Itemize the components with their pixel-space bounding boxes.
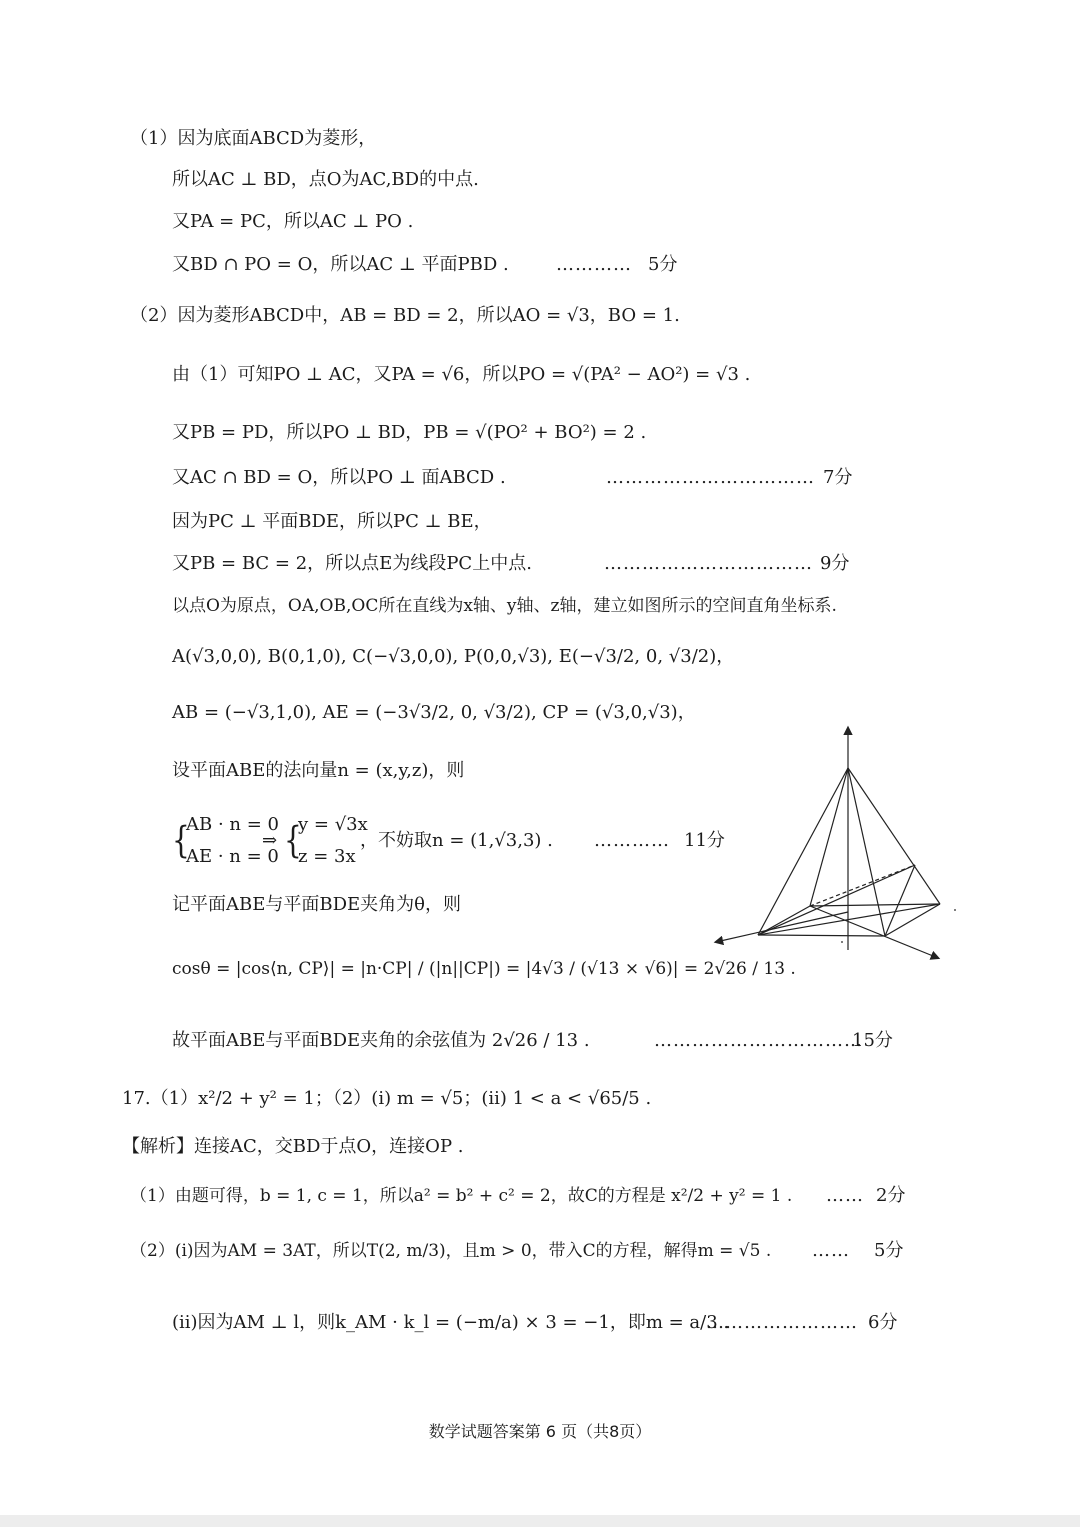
score-dots: …… — [812, 1240, 850, 1261]
implies-arrow: ⇒ — [262, 830, 278, 851]
line-ac-perp-bd: 所以AC ⊥ BD，点O为AC,BD的中点. — [172, 169, 479, 190]
score-mark: 15分 — [852, 1030, 893, 1051]
score-mark: 11分 — [684, 830, 725, 851]
line-vectors: AB = (−√3,1,0), AE = (−3√3/2, 0, √3/2), CP = (√3,0,√3)， — [172, 702, 696, 723]
line-coordinate-system: 以点O为原点，OA,OB,OC所在直线为x轴、y轴、z轴，建立如图所示的空间直角坐标系. — [172, 596, 837, 616]
line-cosine-result: 故平面ABE与平面BDE夹角的余弦值为 2√26 / 13 . — [172, 1030, 590, 1051]
equation-z: z = 3x — [298, 846, 356, 867]
line-q17-part2-i: （2）(i)因为AM = 3AT，所以T(2, m/3)，且m > 0，带入C的方程，解得m = √5 . — [130, 1241, 772, 1261]
score-dots: ………… — [594, 830, 670, 851]
bottom-band — [0, 1515, 1080, 1527]
score-mark: 9分 — [820, 553, 850, 574]
line-pa-eq-pc: 又PA = PC，所以AC ⊥ PO . — [172, 211, 414, 232]
score-dots: …………………………… — [654, 1030, 863, 1051]
line-part1-title: （1）因为底面ABCD为菱形， — [130, 128, 377, 149]
score-dots: …………………………… — [604, 553, 813, 574]
equation-ab-n: AB · n = 0 — [186, 814, 279, 835]
score-mark: 5分 — [874, 1240, 904, 1261]
brace-left: { — [284, 818, 302, 862]
line-analysis: 【解析】连接AC，交BD于点O，连接OP . — [122, 1136, 464, 1157]
line-ac-perp-pbd: 又BD ∩ PO = O，所以AC ⊥ 平面PBD . — [172, 254, 509, 275]
score-mark: 5分 — [648, 254, 678, 275]
score-dots: …… — [826, 1185, 864, 1206]
line-angle-theta: 记平面ABE与平面BDE夹角为θ，则 — [172, 894, 462, 915]
equation-ae-n: AE · n = 0 — [186, 846, 279, 867]
line-normal-choice: ，不妨取n = (1,√3,3) . — [360, 830, 553, 851]
line-cos-theta: cosθ = |cos⟨n, CP⟩| = |n·CP| / (|n||CP|) = |4√3 / (√13 × √6)| = 2√26 / 13 . — [172, 959, 796, 979]
line-e-midpoint: 又PB = BC = 2，所以点E为线段PC上中点. — [172, 553, 532, 574]
line-q17-part1: （1）由题可得，b = 1, c = 1，所以a² = b² + c² = 2，故C的方程是 x²/2 + y² = 1 . — [130, 1186, 793, 1206]
line-part2-title: （2）因为菱形ABCD中，AB = BD = 2，所以AO = √3，BO = 1. — [130, 305, 680, 326]
score-mark: 6分 — [868, 1312, 898, 1333]
line-normal-vector: 设平面ABE的法向量n = (x,y,z)，则 — [172, 760, 465, 781]
line-pc-perp-be: 因为PC ⊥ 平面BDE，所以PC ⊥ BE， — [172, 511, 492, 532]
page-footer: 数学试题答案第 6 页（共8页） — [428, 1422, 652, 1441]
line-po-value: 由（1）可知PO ⊥ AC，又PA = √6，所以PO = √(PA² − AO²) = √3 . — [172, 364, 751, 385]
line-point-coordinates: A(√3,0,0), B(0,1,0), C(−√3,0,0), P(0,0,√3), E(−√3/2, 0, √3/2)， — [172, 646, 735, 667]
score-dots: …………………… — [706, 1312, 858, 1333]
pyramid-coordinate-diagram-icon — [710, 720, 970, 970]
brace-left: { — [172, 818, 190, 862]
score-mark: 2分 — [876, 1185, 906, 1206]
score-dots: ………… — [556, 254, 632, 275]
line-q17-part2-ii: (ii)因为AM ⊥ l，则k_AM · k_l = (−m/a) × 3 = −1，即m = a/3 . — [172, 1312, 730, 1333]
score-mark: 7分 — [823, 467, 853, 488]
line-po-perp-abcd: 又AC ∩ BD = O，所以PO ⊥ 面ABCD . — [172, 467, 506, 488]
score-dots: …………………………… — [606, 467, 815, 488]
equation-y: y = √3x — [298, 814, 368, 835]
line-pb-value: 又PB = PD，所以PO ⊥ BD，PB = √(PO² + BO²) = 2 . — [172, 422, 647, 443]
line-q17-answer: 17.（1）x²/2 + y² = 1；（2）(i) m = √5；(ii) 1 < a < √65/5 . — [122, 1088, 652, 1109]
